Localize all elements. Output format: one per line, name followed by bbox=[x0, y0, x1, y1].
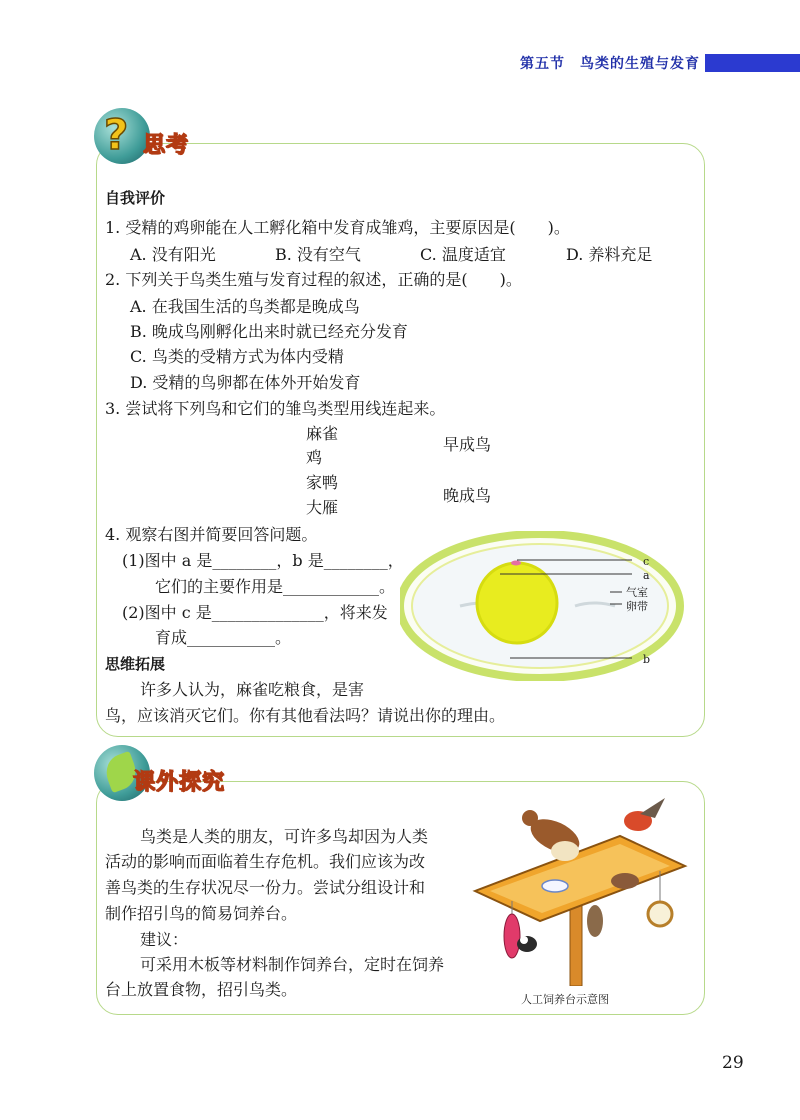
q4-part2-line2: 育成___________。 bbox=[155, 628, 292, 647]
explore-title: 课外探究 bbox=[133, 770, 226, 795]
q4-part1-line1: (1)图中 a 是________，b 是________， bbox=[122, 551, 404, 570]
illustration-caption: 人工饲养台示意图 bbox=[521, 993, 609, 1006]
q1-option-b: B. 没有空气 bbox=[275, 245, 361, 264]
q4-part1-line2: 它们的主要作用是____________。 bbox=[155, 577, 396, 596]
q4-part2-line1: (2)图中 c 是______________，将来发 bbox=[122, 603, 388, 622]
bird-goose: 大雁 bbox=[306, 498, 339, 517]
page-number: 29 bbox=[722, 1053, 744, 1073]
q1-option-c: C. 温度适宜 bbox=[420, 245, 506, 264]
q1-option-d: D. 养料充足 bbox=[566, 245, 653, 264]
self-eval-heading: 自我评价 bbox=[105, 189, 166, 207]
bird-sparrow: 麻雀 bbox=[306, 424, 339, 443]
question-1: 1. 受精的鸡卵能在人工孵化箱中发育成雏鸡，主要原因是( )。 bbox=[105, 218, 570, 237]
egg-label-air-cell: 气室 bbox=[626, 586, 648, 599]
suggestion-line-1: 可采用木板等材料制作饲养台，定时在饲养 bbox=[140, 955, 445, 974]
suggestion-label: 建议： bbox=[140, 930, 189, 949]
q2-option-b: B. 晚成鸟刚孵化出来时就已经充分发育 bbox=[130, 322, 408, 341]
q2-option-a: A. 在我国生活的鸟类都是晚成鸟 bbox=[130, 297, 360, 316]
type-precocial: 早成鸟 bbox=[443, 435, 492, 454]
explore-para-line-3: 善鸟类的生存状况尽一份力。尝试分组设计和 bbox=[105, 878, 426, 897]
suggestion-line-2: 台上放置食物，招引鸟类。 bbox=[105, 980, 298, 999]
egg-label-chalaza: 卵带 bbox=[626, 600, 648, 613]
q2-option-d: D. 受精的鸟卵都在体外开始发育 bbox=[130, 373, 361, 392]
egg-diagram bbox=[400, 531, 720, 681]
bird-feeder-illustration bbox=[470, 796, 690, 986]
q2-option-c: C. 鸟类的受精方式为体内受精 bbox=[130, 347, 344, 366]
header-color-bar bbox=[705, 54, 800, 72]
bird-duck: 家鸭 bbox=[306, 473, 339, 492]
question-mark-icon: ? bbox=[94, 108, 150, 164]
question-4: 4. 观察右图并简要回答问题。 bbox=[105, 525, 318, 544]
bird-chicken: 鸡 bbox=[306, 448, 323, 467]
egg-label-c: c bbox=[643, 555, 650, 568]
egg-label-a: a bbox=[643, 569, 650, 582]
explore-para-line-2: 活动的影响而面临着生存危机。我们应该为改 bbox=[105, 852, 426, 871]
type-altricial: 晚成鸟 bbox=[443, 486, 492, 505]
question-3: 3. 尝试将下列鸟和它们的雏鸟类型用线连起来。 bbox=[105, 399, 446, 418]
think-title: 思考 bbox=[143, 133, 190, 158]
page-header bbox=[500, 50, 800, 76]
explore-para-line-4: 制作招引鸟的简易饲养台。 bbox=[105, 904, 298, 923]
section-title: 第五节 鸟类的生殖与发育 bbox=[520, 56, 700, 72]
extend-line-2: 鸟，应该消灭它们。你有其他看法吗？请说出你的理由。 bbox=[105, 706, 506, 725]
question-2: 2. 下列关于鸟类生殖与发育过程的叙述，正确的是( )。 bbox=[105, 270, 522, 289]
q1-option-a: A. 没有阳光 bbox=[130, 245, 216, 264]
explore-para-line-1: 鸟类是人类的朋友，可许多鸟却因为人类 bbox=[140, 827, 429, 846]
extend-line-1: 许多人认为，麻雀吃粮食，是害 bbox=[140, 680, 365, 699]
egg-label-b: b bbox=[643, 653, 651, 666]
extend-heading: 思维拓展 bbox=[105, 655, 166, 673]
